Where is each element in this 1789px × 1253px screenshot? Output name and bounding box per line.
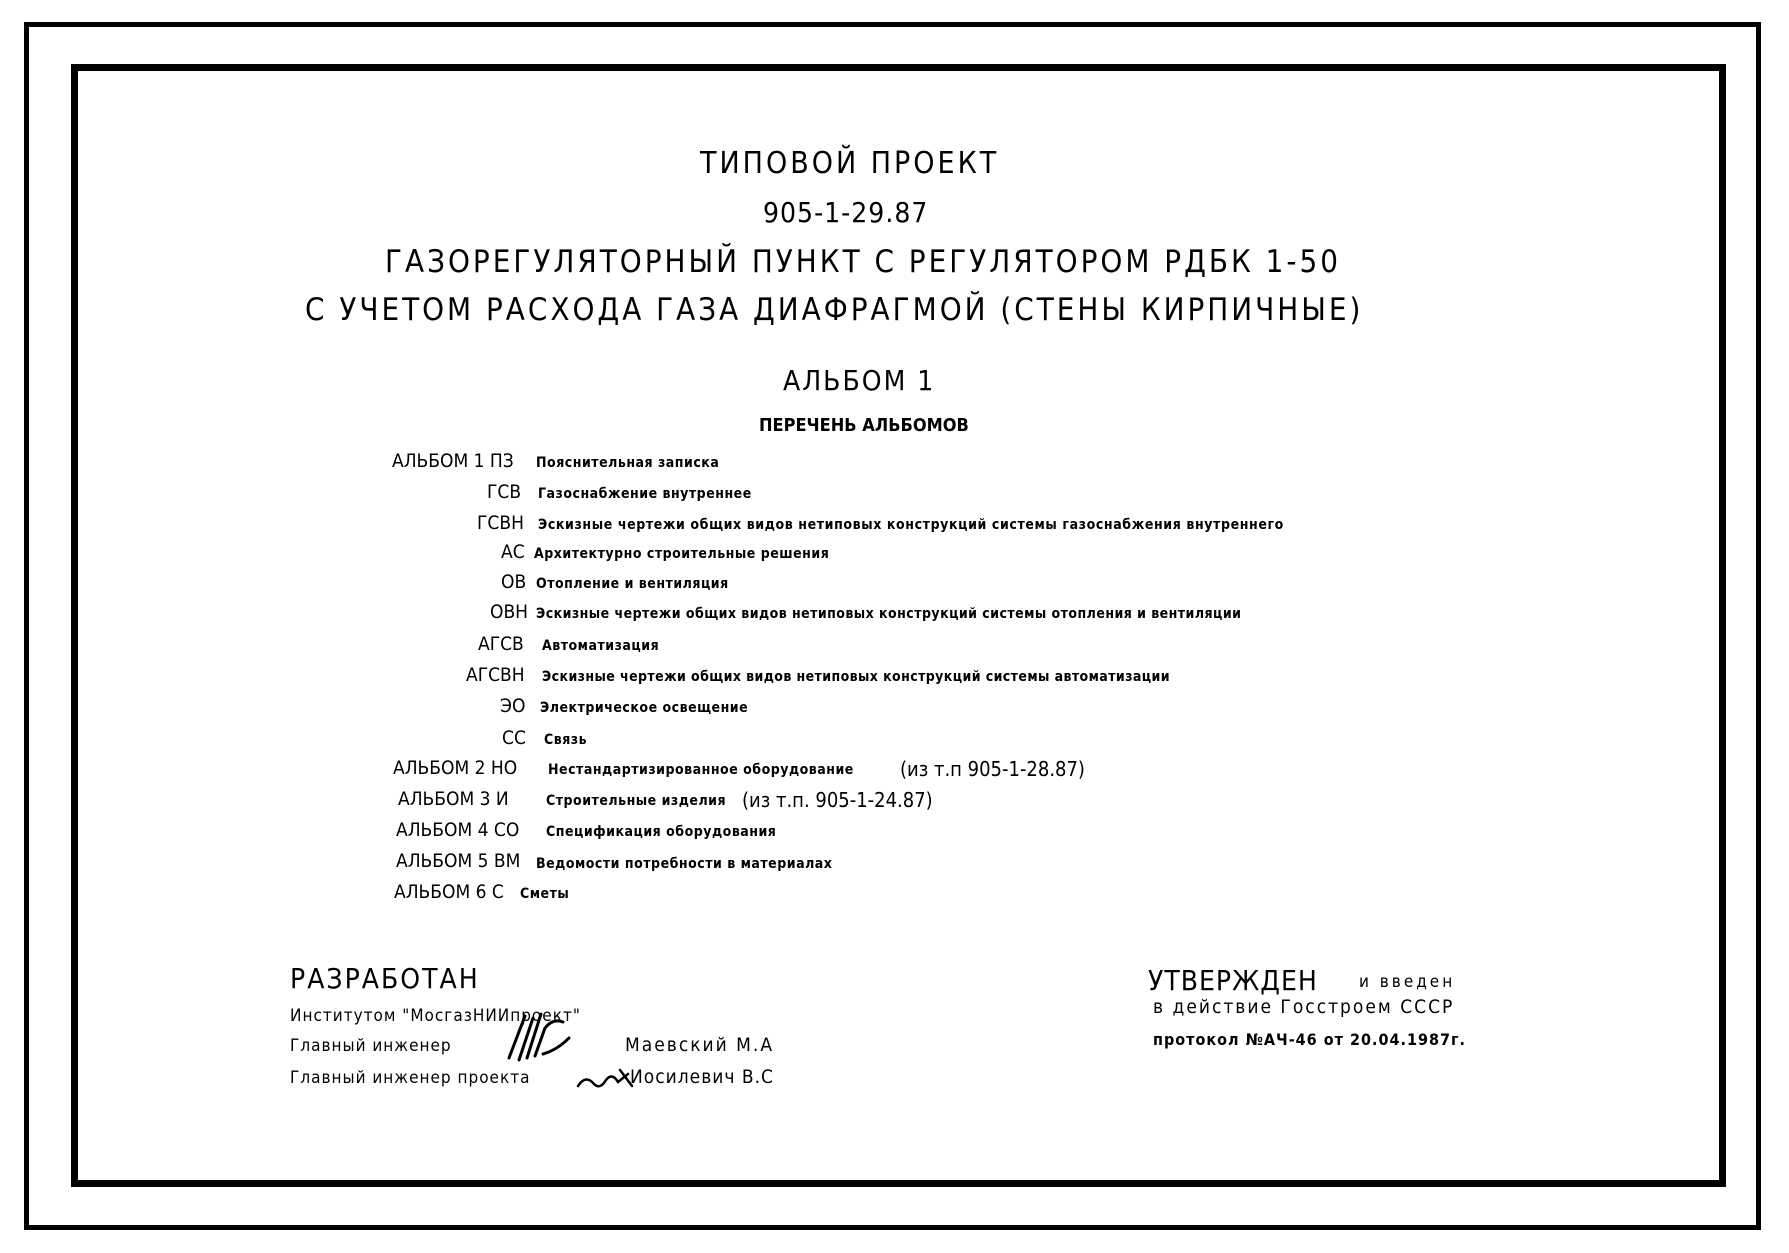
album-description: Архитектурно строительные решения <box>534 546 830 562</box>
approval-heading-suffix: и введен <box>1359 972 1456 992</box>
album-description: Электрическое освещение <box>540 700 749 716</box>
album-code: АГСВ <box>478 633 524 655</box>
album-code: ОВ <box>501 571 527 593</box>
chief-engineer-name: Маевский М.А <box>625 1034 775 1056</box>
album-description: Связь <box>544 732 588 748</box>
album-description: Ведомости потребности в материалах <box>536 856 833 872</box>
chief-engineer-label: Главный инженер <box>290 1036 452 1056</box>
album-code: АЛЬБОМ 6 С <box>394 881 504 903</box>
project-chief-label: Главный инженер проекта <box>290 1068 531 1088</box>
album-code: СС <box>502 727 526 749</box>
album-list-heading: ПЕРЕЧЕНЬ АЛЬБОМОВ <box>759 415 969 436</box>
approval-heading: УТВЕРЖДЕН <box>1148 964 1318 997</box>
chief-engineer-signature <box>505 1008 575 1068</box>
album-code: АС <box>501 541 525 563</box>
album-reference: (из т.п 905-1-28.87) <box>900 757 1085 781</box>
album-code: АЛЬБОМ 3 И <box>398 788 509 810</box>
album-description: Сметы <box>520 886 570 902</box>
album-description: Эскизные чертежи общих видов нетиповых конструкций системы отопления и вентиляции <box>536 606 1242 622</box>
developer-organization: Институтом "МосгазНИИпроект" <box>290 1006 581 1026</box>
album-code: АЛЬБОМ 2 НО <box>393 757 518 779</box>
album-code: АЛЬБОМ 5 ВМ <box>396 850 521 872</box>
project-title-line-1: ГАЗОРЕГУЛЯТОРНЫЙ ПУНКТ С РЕГУЛЯТОРОМ РДБК 1-50 <box>385 244 1341 280</box>
album-description: Пояснительная записка <box>536 455 720 471</box>
album-description: Автоматизация <box>542 638 660 654</box>
album-code: АГСВН <box>466 664 525 686</box>
album-description: Отопление и вентиляция <box>536 576 729 592</box>
document-type-title: ТИПОВОЙ ПРОЕКТ <box>700 146 1000 181</box>
album-description: Эскизные чертежи общих видов нетиповых конструкций системы газоснабжения внутреннего <box>538 517 1284 533</box>
album-code: ГСВ <box>487 481 522 503</box>
project-number: 905-1-29.87 <box>763 196 929 229</box>
project-chief-name: Иосилевич В.С <box>630 1066 774 1088</box>
project-title-line-2: С УЧЕТОМ РАСХОДА ГАЗА ДИАФРАГМОЙ (СТЕНЫ КИРПИЧНЫЕ) <box>305 292 1364 328</box>
album-code: АЛЬБОМ 1 ПЗ <box>392 450 514 472</box>
album-description: Строительные изделия <box>546 793 727 809</box>
album-description: Эскизные чертежи общих видов нетиповых конструкций системы автоматизации <box>542 669 1170 685</box>
approval-authority: в действие Госстроем СССР <box>1153 996 1455 1018</box>
album-code: ГСВН <box>477 512 524 534</box>
album-heading: АЛЬБОМ 1 <box>783 364 936 397</box>
album-reference: (из т.п. 905-1-24.87) <box>742 788 933 812</box>
project-chief-signature <box>576 1064 636 1094</box>
album-description: Нестандартизированное оборудование <box>548 762 854 778</box>
album-code: АЛЬБОМ 4 СО <box>396 819 520 841</box>
album-description: Газоснабжение внутреннее <box>538 486 752 502</box>
album-code: ОВН <box>490 601 529 623</box>
album-description: Спецификация оборудования <box>546 824 777 840</box>
developer-heading: РАЗРАБОТАН <box>290 962 480 995</box>
approval-protocol: протокол №АЧ-46 от 20.04.1987г. <box>1153 1030 1466 1049</box>
album-code: ЭО <box>500 695 526 717</box>
